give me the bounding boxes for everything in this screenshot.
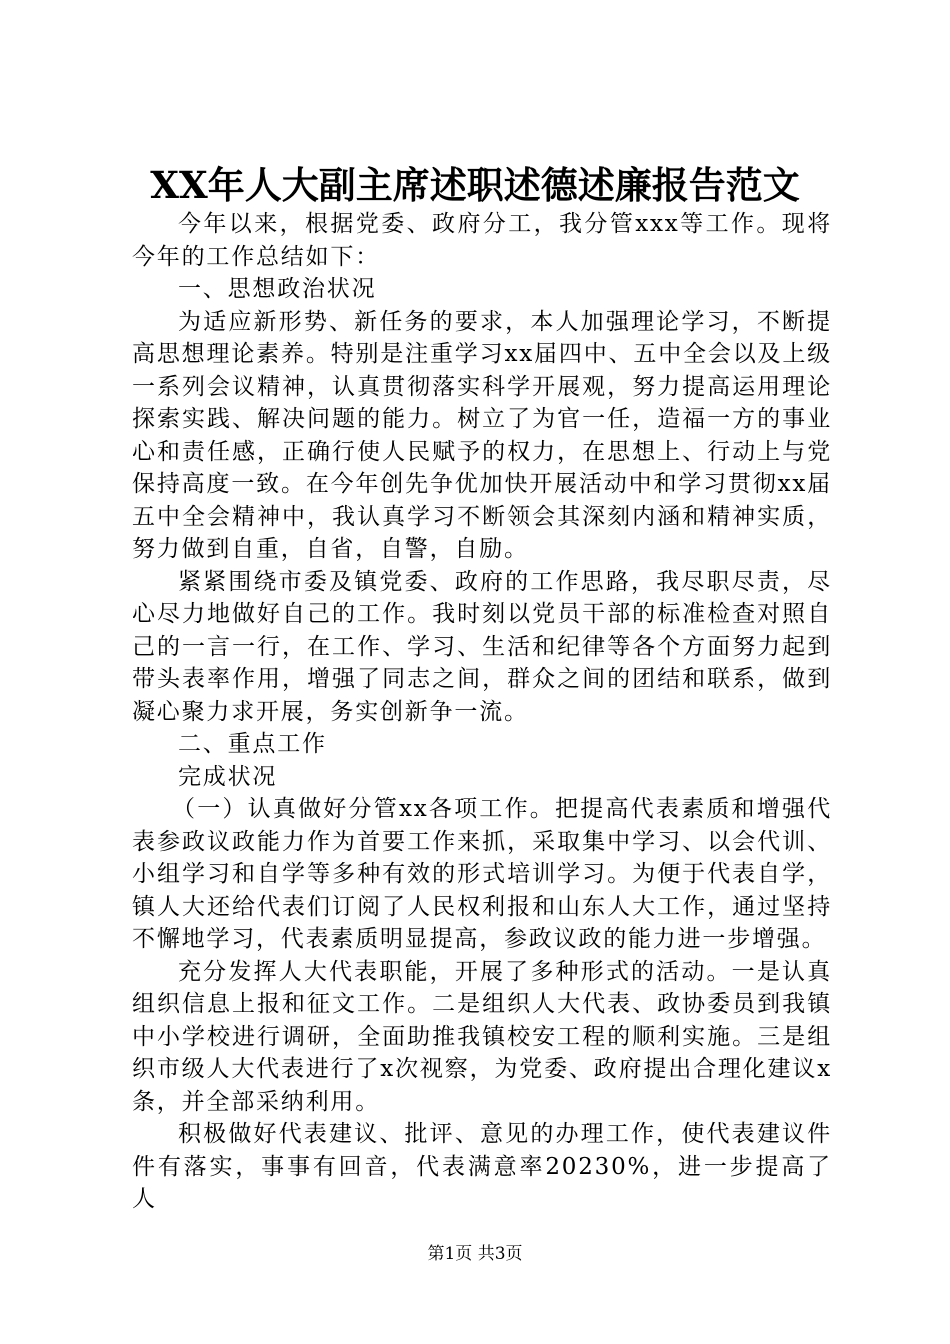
- document-body: [132, 208, 832, 1216]
- section-subheading: 完成状况: [178, 763, 278, 790]
- paragraph: 积极做好代表建议、批评、意见的办理工作，使代表建议件件有落实，事事有回音，代表满意率20230%，进一步提高了人: [132, 1121, 832, 1212]
- paragraph-intro: 今年以来，根据党委、政府分工，我分管xxx等工作。现将今年的工作总结如下：: [132, 211, 832, 270]
- paragraph: 充分发挥人大代表职能，开展了多种形式的活动。一是认真组织信息上报和征文工作。二是组织人大代表、政协委员到我镇中小学校进行调研，全面助推我镇校安工程的顺利实施。三是组织市级人大代表进行了x次视察，为党委、政府提出合理化建议x条，并全部采纳利用。: [132, 958, 832, 1115]
- section-heading-2: 二、重点工作: [178, 731, 327, 757]
- paragraph: 为适应新形势、新任务的要求，本人加强理论学习，不断提高思想理论素养。特别是注重学习xx届四中、五中全会以及上级一系列会议精神，认真贯彻落实科学开展观，努力提高运用理论探索实践、解决问题的能力。树立了为官一任，造福一方的事业心和责任感，正确行使人民赋予的权力，在思想上、行动上与党保持高度一致。在今年创先争优加快开展活动中和学习贯彻xx届五中全会精神中，我认真学习不断领会其深刻内涵和精神实质，努力做到自重，自省，自警，自励。: [132, 308, 832, 562]
- paragraph: 紧紧围绕市委及镇党委、政府的工作思路，我尽职尽责，尽心尽力地做好自己的工作。我时刻以党员干部的标准检查对照自己的一言一行，在工作、学习、生活和纪律等各个方面努力起到带头表率作用，增强了同志之间，群众之间的团结和联系，做到凝心聚力求开展，务实创新争一流。: [132, 568, 832, 725]
- page-footer: 第1页 共3页: [427, 1244, 523, 1264]
- section-heading-1: 一、思想政治状况: [178, 276, 377, 302]
- document-title: XX年人大副主席述职述德述廉报告范文: [150, 163, 800, 207]
- paragraph-item-1: （一）认真做好分管xx各项工作。把提高代表素质和增强代表参政议政能力作为首要工作来抓，采取集中学习、以会代训、小组学习和自学等多种有效的形式培训学习。为便于代表自学，镇人大还给代表们订阅了人民权利报和山东人大工作，通过坚持不懈地学习，代表素质明显提高，参政议政的能力进一步增强。: [132, 796, 832, 952]
